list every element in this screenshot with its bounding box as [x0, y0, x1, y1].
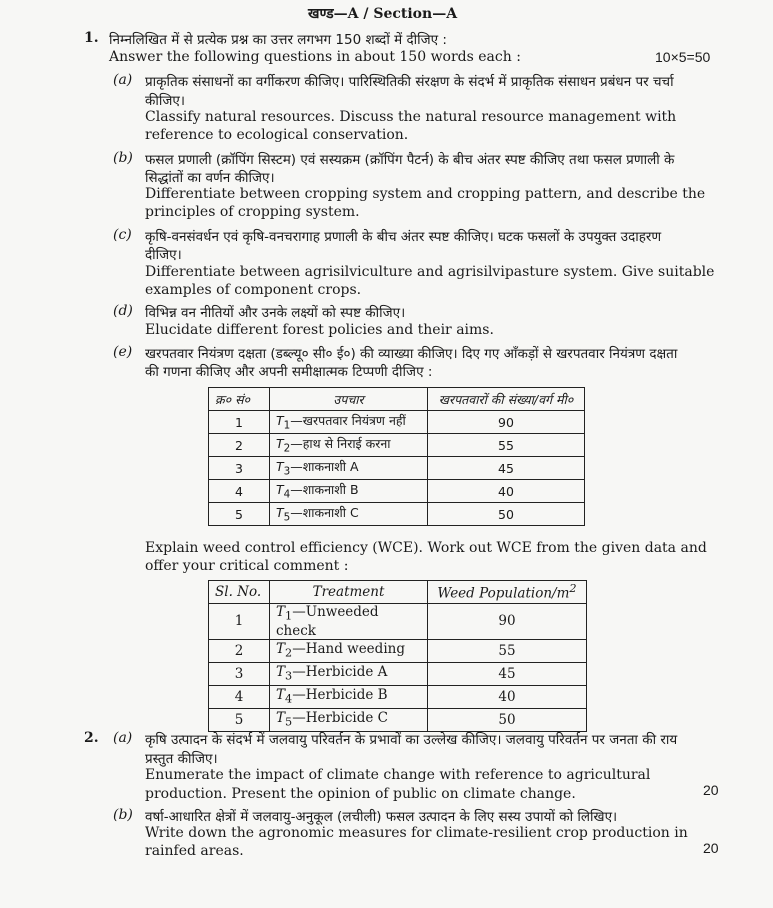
treatment-subscript: 4 [283, 488, 291, 501]
table-cell-serial: 2 [209, 434, 270, 457]
table-cell-serial: 5 [209, 708, 270, 731]
treatment-subscript: 4 [285, 693, 293, 707]
treatment-symbol: T [276, 641, 286, 658]
treatment-name: —शाकनाशी A [290, 459, 359, 475]
q1-marks: 10×5=50 [655, 49, 711, 65]
treatment-symbol: T [276, 436, 284, 452]
q1-instruction-hindi: निम्नलिखित में से प्रत्येक प्रश्न का उत्तर लगभग 150 शब्दों में दीजिए : [109, 32, 447, 48]
table-row [209, 708, 587, 731]
table-cell-treatment [270, 639, 428, 662]
table-row [209, 411, 585, 434]
q1d-hindi-line1: विभिन्न वन नीतियों और उनके लक्ष्यों को स्पष्ट कीजिए। [145, 305, 406, 321]
q1e-english-line1: Explain weed control efficiency (WCE). Work out WCE from the given data and [145, 540, 707, 556]
table-row [209, 457, 585, 480]
q1a-hindi-line2: कीजिए। [145, 93, 185, 109]
table-cell-population: 40 [428, 685, 587, 708]
table-row [209, 662, 587, 685]
q2b-label: (b) [113, 807, 133, 823]
q1b-label: (b) [113, 150, 133, 166]
treatment-symbol: T [276, 664, 286, 681]
q1c-hindi-line1: कृषि-वनसंवर्धन एवं कृषि-वनचरागाह प्रणाली के बीच अंतर स्पष्ट कीजिए। घटक फसलों के उपयुक्त उदाहरण [145, 229, 662, 245]
q2b-english-line1: Write down the agronomic measures for climate-resilient crop production in [145, 825, 688, 841]
treatment-subscript: 3 [283, 465, 291, 478]
table-cell-serial: 4 [209, 480, 270, 503]
section-header-separator: / [358, 6, 374, 22]
treatment-name: —शाकनाशी C [290, 505, 359, 521]
table-row [209, 639, 587, 662]
section-header-hindi: खण्ड—A [308, 6, 359, 22]
table-cell-serial: 5 [209, 503, 270, 526]
q2b-hindi-line1: वर्षा-आधारित क्षेत्रों में जलवायु-अनुकूल (लचीली) फसल उत्पादन के लिए सस्य उपायों को लिखिए। [145, 809, 618, 825]
table-row [209, 503, 585, 526]
q1e-english-line2: offer your critical comment : [145, 558, 349, 574]
table-cell-treatment [270, 503, 428, 526]
q1c-english-line1: Differentiate between agrisilviculture and agrisilvipasture system. Give suitable [145, 264, 715, 280]
weed-table-english [208, 580, 587, 732]
q1c-hindi-line2: दीजिए। [145, 247, 182, 263]
table-cell-treatment [270, 708, 428, 731]
table-cell-treatment [270, 457, 428, 480]
q2a-label: (a) [113, 730, 133, 746]
q1b-hindi-line1: फसल प्रणाली (क्रॉपिंग सिस्टम) एवं सस्यक्रम (क्रॉपिंग पैटर्न) के बीच अंतर स्पष्ट कीजिए तथा फसल प्रणाली के [145, 152, 675, 168]
table-cell-treatment [270, 411, 428, 434]
table-cell-population: 40 [428, 480, 585, 503]
table-cell-population: 50 [428, 503, 585, 526]
table-cell-population: 55 [428, 639, 587, 662]
q1d-label: (d) [113, 303, 133, 319]
treatment-name: —शाकनाशी B [290, 482, 359, 498]
table-header-population [428, 581, 587, 604]
table-cell-treatment [270, 434, 428, 457]
q1e-label: (e) [113, 344, 133, 360]
table-cell-serial: 3 [209, 457, 270, 480]
treatment-name: —हाथ से निराई करना [290, 436, 391, 452]
treatment-symbol: T [276, 687, 286, 704]
q2a-english-line1: Enumerate the impact of climate change with reference to agricultural [145, 767, 651, 783]
table-cell-treatment [270, 685, 428, 708]
table-header-row [209, 388, 585, 411]
table-row [209, 434, 585, 457]
table-header-treatment: Treatment [270, 581, 428, 604]
table-cell-serial: 4 [209, 685, 270, 708]
table-cell-serial: 1 [209, 411, 270, 434]
treatment-name: —Hand weeding [292, 641, 405, 658]
treatment-subscript: 5 [283, 511, 291, 524]
q1a-hindi-line1: प्राकृतिक संसाधनों का वर्गीकरण कीजिए। पारिस्थितिकी संरक्षण के संदर्भ में प्राकृतिक संसाधन प्रबंधन पर चर्चा [145, 74, 674, 90]
table-cell-population: 45 [428, 662, 587, 685]
table-cell-population: 50 [428, 708, 587, 731]
table-cell-serial: 3 [209, 662, 270, 685]
table-row [209, 480, 585, 503]
treatment-name: —Herbicide A [292, 664, 388, 681]
treatment-name: —Unweeded check [276, 604, 379, 639]
weed-table-hindi [208, 387, 585, 526]
table-cell-population: 90 [428, 411, 585, 434]
table-cell-population: 45 [428, 457, 585, 480]
table-row [209, 604, 587, 640]
table-cell-treatment [270, 604, 428, 640]
table-header-serial: Sl. No. [209, 581, 270, 604]
population-header-exponent: 2 [569, 582, 577, 596]
treatment-subscript: 3 [285, 670, 293, 684]
q1c-english-line2: examples of component crops. [145, 282, 362, 298]
q2b-marks: 20 [703, 840, 719, 856]
table-cell-serial: 2 [209, 639, 270, 662]
q1d-english-line1: Elucidate different forest policies and their aims. [145, 322, 494, 338]
table-header-treatment: उपचार [270, 388, 428, 411]
q2a-english-line2: production. Present the opinion of public on climate change. [145, 786, 576, 802]
treatment-subscript: 2 [283, 442, 291, 455]
q1e-hindi-line1: खरपतवार नियंत्रण दक्षता (डब्ल्यू० सी० ई०) की व्याख्या कीजिए। दिए गए आँकड़ों से खरपतवार नियंत्रण दक्षता [145, 346, 678, 362]
treatment-subscript: 5 [285, 716, 293, 730]
q1-number: 1. [84, 30, 99, 46]
table-header-row [209, 581, 587, 604]
treatment-name: —Herbicide B [292, 687, 388, 704]
treatment-name: —Herbicide C [292, 710, 388, 727]
table-cell-treatment [270, 662, 428, 685]
table-header-population: खरपतवारों की संख्या/वर्ग मी० [428, 388, 585, 411]
treatment-symbol: T [276, 482, 284, 498]
section-header [308, 4, 457, 23]
treatment-symbol: T [276, 604, 286, 620]
table-cell-population: 55 [428, 434, 585, 457]
treatment-symbol: T [276, 505, 284, 521]
treatment-name: —खरपतवार नियंत्रण नहीं [290, 413, 406, 429]
table-cell-population: 90 [428, 604, 587, 640]
q2a-marks: 20 [703, 782, 719, 798]
q1b-english-line2: principles of cropping system. [145, 204, 360, 220]
q1a-english-line1: Classify natural resources. Discuss the natural resource management with [145, 109, 677, 125]
q2a-hindi-line2: प्रस्तुत कीजिए। [145, 751, 218, 767]
q1c-label: (c) [113, 227, 132, 243]
table-cell-serial: 1 [209, 604, 270, 640]
population-header-text: Weed Population/m [437, 585, 570, 602]
q2-number: 2. [84, 730, 99, 746]
table-header-serial: क्र० सं० [209, 388, 270, 411]
q1-instruction-english: Answer the following questions in about 150 words each : [109, 49, 521, 65]
q2a-hindi-line1: कृषि उत्पादन के संदर्भ में जलवायु परिवर्तन के प्रभावों का उल्लेख कीजिए। जलवायु परिवर्तन पर जनता की राय [145, 732, 678, 748]
q1e-hindi-line2: की गणना कीजिए और अपनी समीक्षात्मक टिप्पणी दीजिए : [145, 364, 433, 380]
treatment-subscript: 1 [283, 419, 291, 432]
q1b-english-line1: Differentiate between cropping system and cropping pattern, and describe the [145, 186, 706, 202]
q1a-english-line2: reference to ecological conservation. [145, 127, 409, 143]
treatment-subscript: 1 [285, 609, 293, 623]
q1b-hindi-line2: सिद्धांतों का वर्णन कीजिए। [145, 170, 275, 186]
q2b-english-line2: rainfed areas. [145, 843, 244, 859]
treatment-symbol: T [276, 413, 284, 429]
table-row [209, 685, 587, 708]
table-cell-treatment [270, 480, 428, 503]
q1a-label: (a) [113, 72, 133, 88]
treatment-symbol: T [276, 710, 286, 727]
section-header-english: Section—A [373, 6, 458, 22]
treatment-subscript: 2 [285, 647, 293, 661]
treatment-symbol: T [276, 459, 284, 475]
